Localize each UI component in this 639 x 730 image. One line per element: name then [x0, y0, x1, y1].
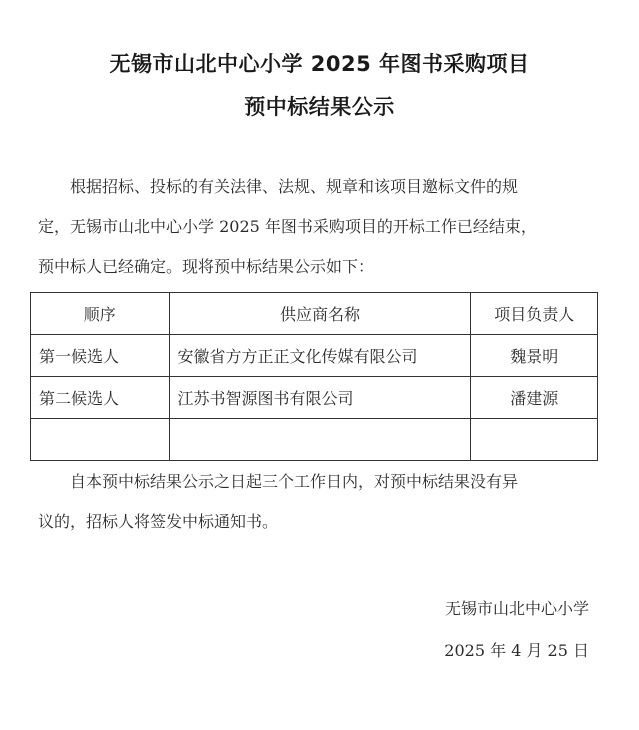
- header-order: 顺序: [31, 293, 170, 335]
- notice-line-2: 议的，招标人将签发中标通知书。: [38, 512, 279, 531]
- row-supplier: 江苏书智源图书有限公司: [169, 377, 471, 419]
- document-title-line1: 无锡市山北中心小学 2025 年图书采购项目: [109, 52, 530, 76]
- row-manager: 潘建源: [471, 377, 598, 419]
- intro-paragraph: [38, 167, 598, 287]
- header-manager: 项目负责人: [471, 293, 598, 335]
- table-header-row: [31, 293, 598, 335]
- document-title-line2: 预中标结果公示: [244, 95, 395, 119]
- row-order: 第二候选人: [31, 377, 170, 419]
- row-order: [31, 419, 170, 461]
- row-manager: 魏景明: [471, 335, 598, 377]
- results-table: [30, 292, 598, 461]
- table-row-empty: [31, 419, 598, 461]
- notice-line-1: 自本预中标结果公示之日起三个工作日内，对预中标结果没有异: [70, 472, 519, 491]
- table-row: [31, 377, 598, 419]
- header-supplier: 供应商名称: [169, 293, 471, 335]
- intro-line-1: 根据招标、投标的有关法律、法规、规章和该项目邀标文件的规: [70, 177, 519, 196]
- row-supplier: 安徽省方方正正文化传媒有限公司: [169, 335, 471, 377]
- table-row: [31, 335, 598, 377]
- row-manager: [471, 419, 598, 461]
- notice-paragraph: [38, 462, 598, 542]
- intro-line-3: 预中标人已经确定。现将预中标结果公示如下：: [38, 257, 375, 276]
- row-supplier: [169, 419, 471, 461]
- row-order: 第一候选人: [31, 335, 170, 377]
- intro-line-2: 定，无锡市山北中心小学 2025 年图书采购项目的开标工作已经结束，: [38, 217, 537, 236]
- signature-organization: 无锡市山北中心小学: [444, 599, 589, 618]
- signature-date: 2025 年 4 月 25 日: [444, 641, 589, 660]
